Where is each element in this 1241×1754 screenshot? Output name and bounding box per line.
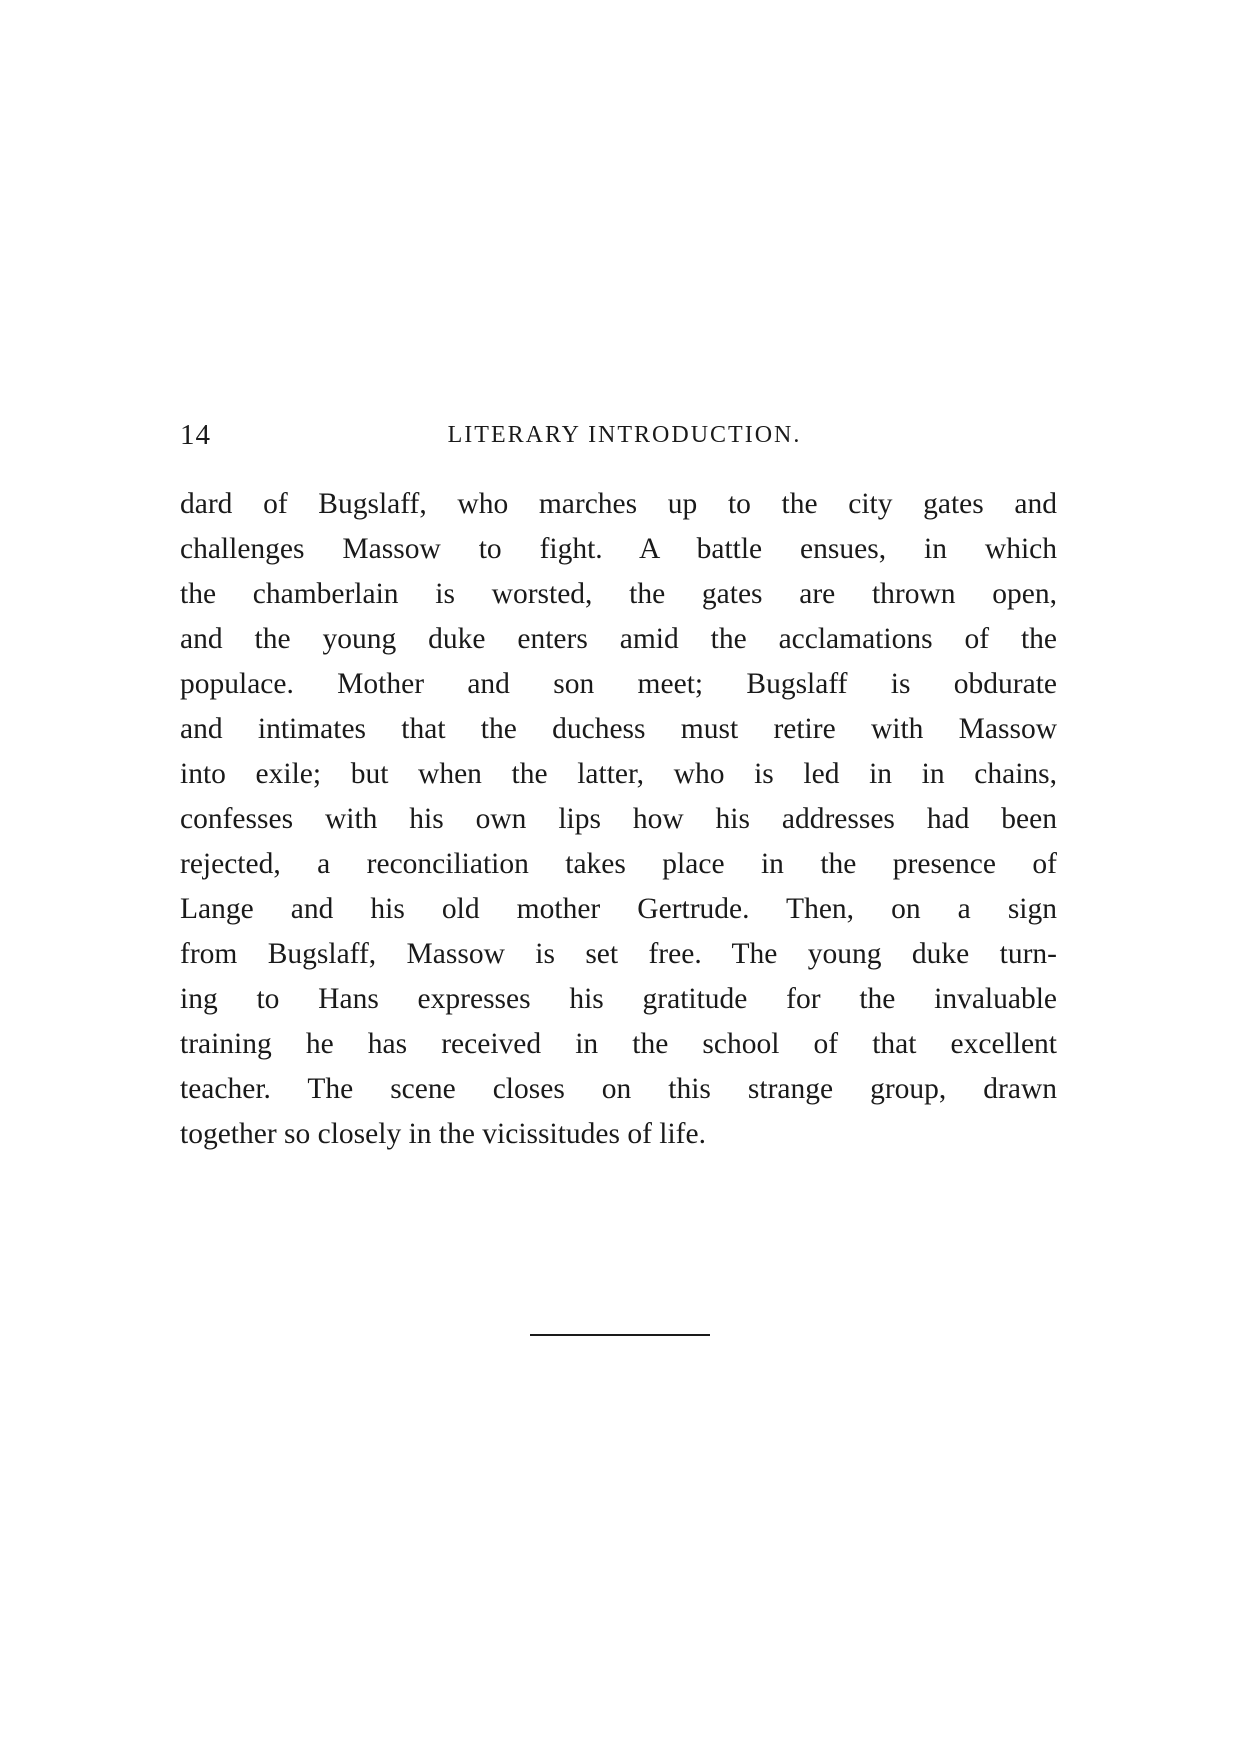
text-line: teacher. The scene closes on this strange group, drawn [180,1073,1057,1105]
text-line: confesses with his own lips how his addresses had been [180,803,1057,835]
text-line: Lange and his old mother Gertrude. Then, on a sign [180,893,1057,925]
text-line: into exile; but when the latter, who is led in in chains, [180,758,1057,790]
text-line: populace. Mother and son meet; Bugslaff is obdurate [180,668,1057,700]
page-header [180,410,1057,460]
running-title: LITERARY INTRODUCTION. [447,422,802,448]
text-line: the chamberlain is worsted, the gates are thrown open, [180,578,1057,610]
text-line: ing to Hans expresses his gratitude for the invaluable [180,983,1057,1015]
section-divider-rule [530,1334,710,1336]
text-line: and intimates that the duchess must retire with Massow [180,713,1057,745]
text-line: rejected, a reconciliation takes place in the presence of [180,848,1057,880]
body-paragraph [180,482,1057,1157]
text-line: together so closely in the vicissitudes of life. [180,1118,706,1150]
text-line: dard of Bugslaff, who marches up to the city gates and [180,488,1057,520]
text-line: challenges Massow to fight. A battle ensues, in which [180,533,1057,565]
text-line: training he has received in the school of that excellent [180,1028,1057,1060]
text-line: and the young duke enters amid the acclamations of the [180,623,1057,655]
text-line: from Bugslaff, Massow is set free. The young duke turn- [180,938,1057,970]
page-number: 14 [180,419,211,451]
